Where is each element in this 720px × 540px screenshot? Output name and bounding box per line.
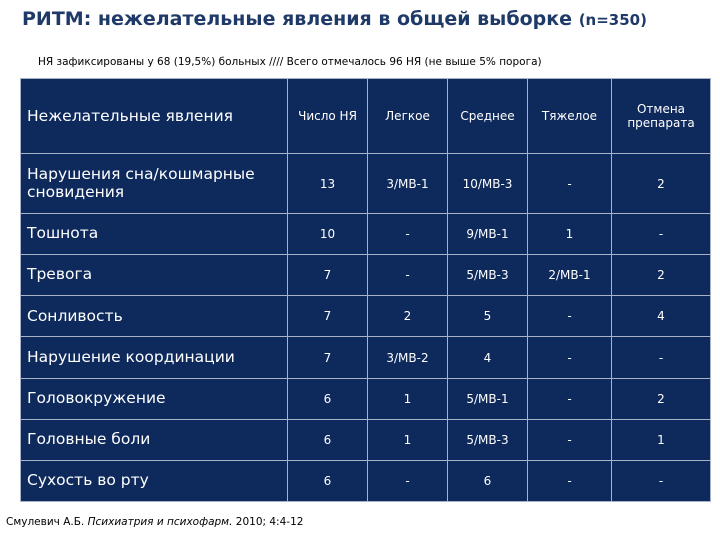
cell-count: 13 xyxy=(288,154,368,214)
cell-withdrawal: 4 xyxy=(612,296,711,337)
cell-count: 6 xyxy=(288,378,368,419)
cell-moderate: 5/MB-3 xyxy=(448,255,528,296)
table-row xyxy=(21,296,711,337)
column-header-mild: Легкое xyxy=(368,79,448,154)
cell-mild: 1 xyxy=(368,378,448,419)
cell-withdrawal: 2 xyxy=(612,154,711,214)
cell-moderate: 5/MB-1 xyxy=(448,378,528,419)
cell-severe: - xyxy=(528,378,612,419)
table-row xyxy=(21,255,711,296)
cell-severe: 2/MB-1 xyxy=(528,255,612,296)
column-header-event: Нежелательные явления xyxy=(21,79,288,154)
row-label: Головные боли xyxy=(21,419,288,460)
cell-severe: 1 xyxy=(528,214,612,255)
cell-severe: - xyxy=(528,296,612,337)
row-label: Тошнота xyxy=(21,214,288,255)
cell-mild: - xyxy=(368,460,448,501)
cell-mild: 3/MB-1 xyxy=(368,154,448,214)
cell-count: 7 xyxy=(288,255,368,296)
title-main: РИТМ: нежелательные явления в общей выборке xyxy=(22,8,573,30)
cell-count: 7 xyxy=(288,337,368,378)
row-label: Сонливость xyxy=(21,296,288,337)
cell-count: 6 xyxy=(288,419,368,460)
row-label: Тревога xyxy=(21,255,288,296)
table-row xyxy=(21,337,711,378)
column-header-severe: Тяжелое xyxy=(528,79,612,154)
cell-count: 10 xyxy=(288,214,368,255)
cell-count: 6 xyxy=(288,460,368,501)
cell-severe: - xyxy=(528,337,612,378)
adverse-events-table xyxy=(20,78,711,502)
cell-moderate: 4 xyxy=(448,337,528,378)
cell-withdrawal: - xyxy=(612,460,711,501)
table-header-row xyxy=(21,79,711,154)
cell-moderate: 9/MB-1 xyxy=(448,214,528,255)
cell-mild: - xyxy=(368,214,448,255)
cell-withdrawal: - xyxy=(612,337,711,378)
citation-ref: 2010; 4:4-12 xyxy=(235,516,304,528)
row-label: Сухость во рту xyxy=(21,460,288,501)
cell-moderate: 6 xyxy=(448,460,528,501)
cell-mild: - xyxy=(368,255,448,296)
citation xyxy=(6,516,406,528)
adverse-events-table-container xyxy=(20,78,710,502)
cell-withdrawal: - xyxy=(612,214,711,255)
cell-withdrawal: 1 xyxy=(612,419,711,460)
citation-authors: Смулевич А.Б. xyxy=(6,516,85,528)
cell-moderate: 10/MB-3 xyxy=(448,154,528,214)
cell-severe: - xyxy=(528,154,612,214)
cell-severe: - xyxy=(528,419,612,460)
table-row xyxy=(21,378,711,419)
column-header-moderate: Среднее xyxy=(448,79,528,154)
title-sample-size: (n=350) xyxy=(578,11,647,29)
row-label: Головокружение xyxy=(21,378,288,419)
row-label: Нарушение координации xyxy=(21,337,288,378)
cell-withdrawal: 2 xyxy=(612,378,711,419)
cell-withdrawal: 2 xyxy=(612,255,711,296)
cell-mild: 2 xyxy=(368,296,448,337)
row-label: Нарушения сна/кошмарные сновидения xyxy=(21,154,288,214)
table-row xyxy=(21,419,711,460)
column-header-count: Число НЯ xyxy=(288,79,368,154)
page-title xyxy=(22,8,712,30)
citation-journal: Психиатрия и психофарм. xyxy=(87,516,233,528)
table-row xyxy=(21,460,711,501)
subtitle: НЯ зафиксированы у 68 (19,5%) больных //// Всего отмечалось 96 НЯ (не выше 5% порога) xyxy=(38,56,542,68)
cell-severe: - xyxy=(528,460,612,501)
column-header-withdrawal: Отмена препарата xyxy=(612,79,711,154)
cell-moderate: 5 xyxy=(448,296,528,337)
cell-count: 7 xyxy=(288,296,368,337)
cell-moderate: 5/MB-3 xyxy=(448,419,528,460)
cell-mild: 1 xyxy=(368,419,448,460)
cell-mild: 3/MB-2 xyxy=(368,337,448,378)
table-row xyxy=(21,214,711,255)
table-row xyxy=(21,154,711,214)
